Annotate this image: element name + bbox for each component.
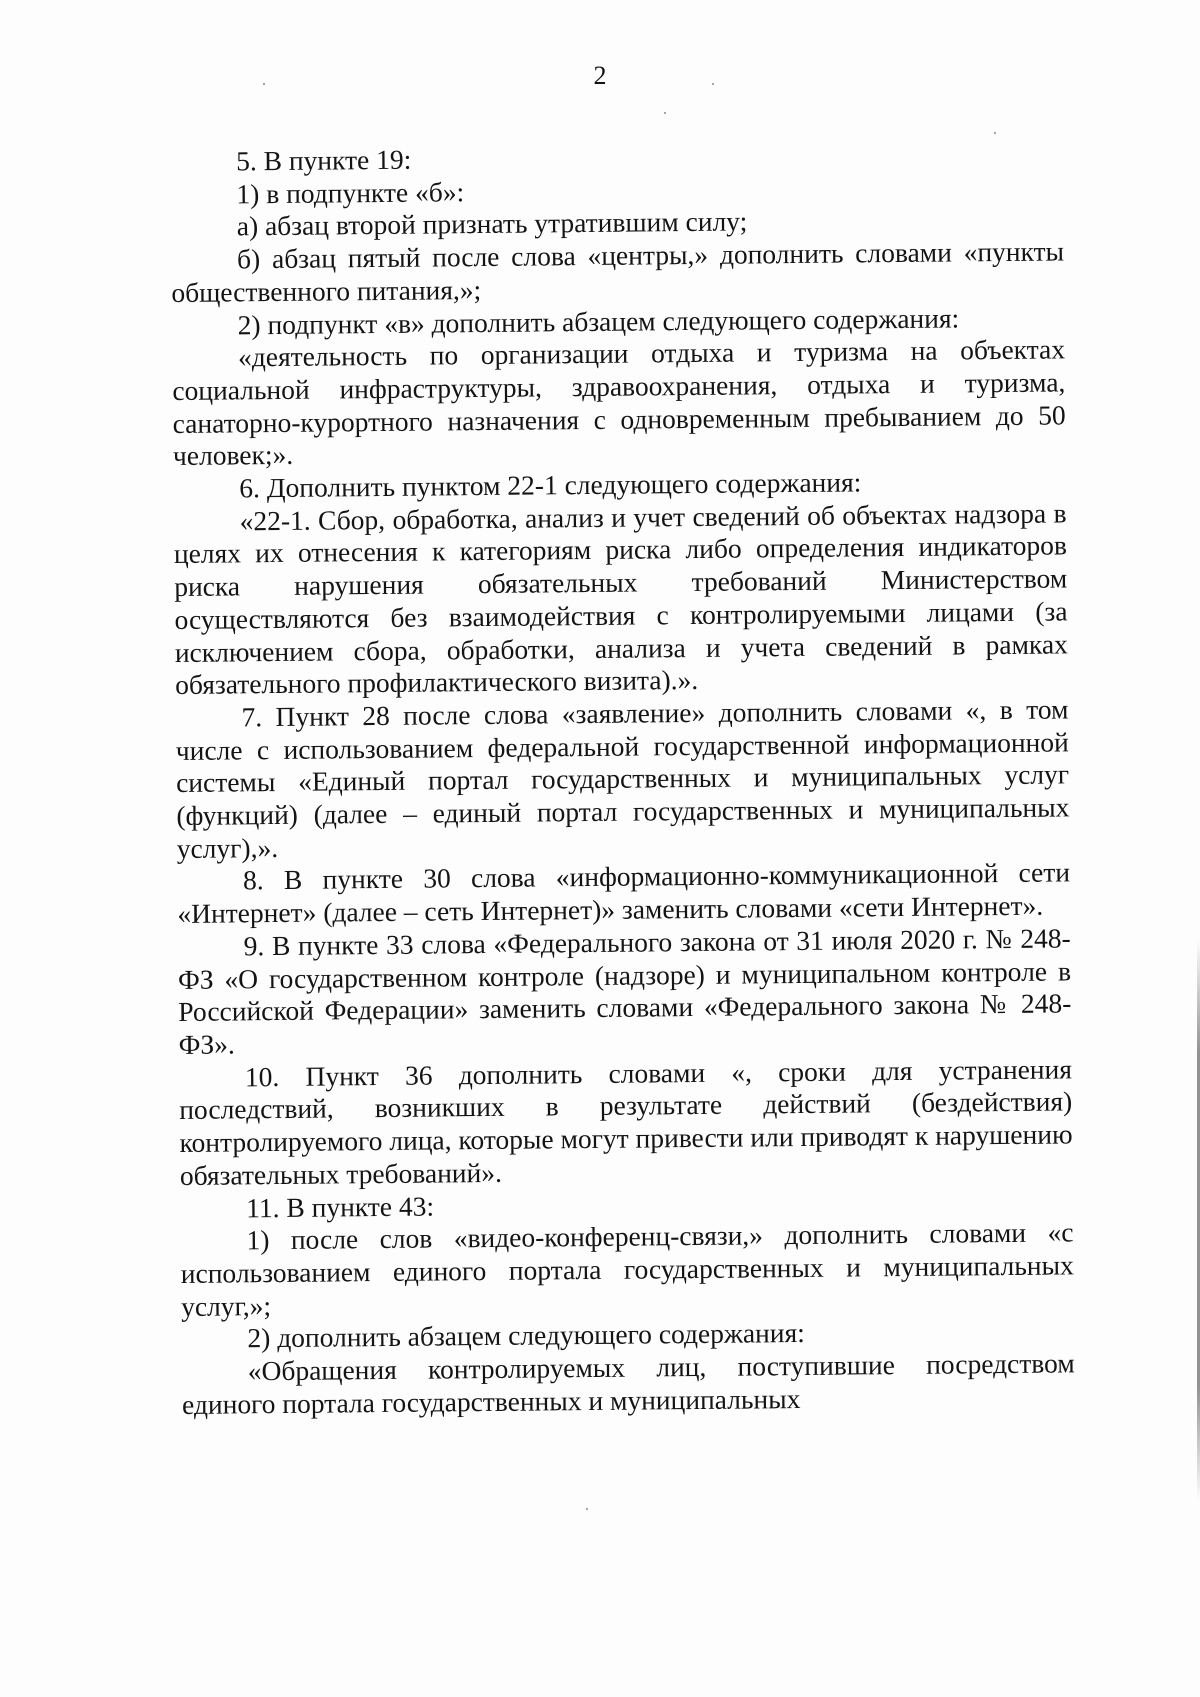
paragraph-subitem-11-1: 1) после слов «видео-конференц-связи,» дополнить словами «с использованием единого портала государственных и муниципальных услуг,»; — [180, 1216, 1074, 1322]
paragraph-subitem-11-2: 2) дополнить абзацем следующего содержания: — [247, 1317, 805, 1354]
paragraph-item-8: 8. В пункте 30 слова «информационно-коммуникационной сети «Интернет» (далее – сеть Интернет)» заменить словами «сети Интернет». — [177, 856, 1071, 930]
scan-speck — [994, 132, 996, 134]
paragraph-subitem-a: а) абзац второй признать утратившим силу; — [236, 205, 748, 242]
page-number: 2 — [593, 61, 607, 90]
scan-speck — [586, 1508, 588, 1510]
paragraph-subitem-1: 1) в подпункте «б»: — [236, 175, 465, 210]
scan-speck — [263, 83, 265, 85]
paragraph-item-11: 11. В пункте 43: — [246, 1190, 435, 1223]
document-body — [170, 137, 1075, 1421]
paragraph-quote-appeals: «Обращения контролируемых лиц, поступившие посредством единого портала государственных и муниципальных — [181, 1347, 1075, 1420]
scan-speck — [664, 112, 666, 114]
paragraph-quote-activity: «деятельность по организации отдыха и туризма на объектах социальной инфраструктуры, здравоохранения, отдыха и туризма, санаторно-курортного назначения с одновременным пребыванием до 50 человек;». — [172, 333, 1066, 472]
paragraph-item-7: 7. Пункт 28 после слова «заявление» дополнить словами «, в том числе с использованием федеральной государственной информационной системы «Единый портал государственных и муниципальных услуг (функций) (далее – единый портал государственных и муниципальных услуг),». — [175, 693, 1070, 864]
paragraph-item-9: 9. В пункте 33 слова «Федерального закона от 31 июля 2020 г. № 248-ФЗ «О государственном контроле (надзоре) и муниципальном контроле в Российской Федерации» заменить словами «Федерального закона № 248-ФЗ». — [177, 922, 1072, 1060]
paragraph-subitem-2: 2) подпункт «в» дополнить абзацем следующего содержания: — [237, 301, 960, 340]
paragraph-item-5: 5. В пункте 19: — [235, 143, 412, 177]
paragraph-item-10: 10. Пункт 36 дополнить словами «, сроки для устранения последствий, возникших в результате действий (бездействия) контролируемого лица, которые могут привести или приводят к нарушению обязательных требований». — [179, 1053, 1073, 1191]
paragraph-item-6: 6. Дополнить пунктом 22-1 следующего содержания: — [239, 466, 862, 504]
paragraph-subitem-b: б) абзац пятый после слова «центры,» дополнить словами «пункты общественного питания,»; — [171, 235, 1065, 308]
scan-speck — [712, 83, 714, 85]
paragraph-quote-22-1: «22-1. Сбор, обработка, анализ и учет сведений об объектах надзора в целях их отнесения к категориям риска либо определения индикаторов риска нарушения обязательных требований Министерством осуществляются без взаимодействия с контролируемыми лицами (за исключением сбора, обработки, анализа и учета сведений в рамках обязательного профилактического визита).». — [173, 497, 1068, 701]
